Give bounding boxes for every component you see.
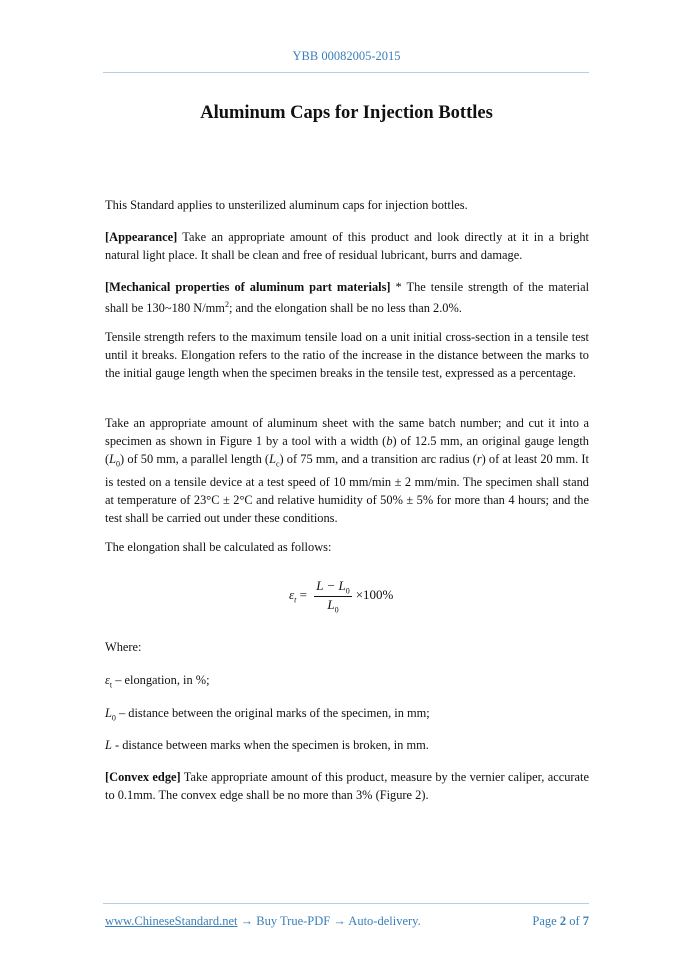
text: ) of 75 mm, and a transition arc radius ( bbox=[279, 452, 477, 466]
text: Take an appropriate amount of this product and look directly at it in a bright natural light place. It shall be clean and free of residual lubricant, burrs and damage. bbox=[105, 230, 589, 262]
mechanical-paragraph bbox=[105, 278, 589, 317]
document-title: Aluminum Caps for Injection Bottles bbox=[200, 103, 493, 123]
multiplier: ×100% bbox=[355, 587, 394, 603]
footer bbox=[105, 914, 589, 929]
current-page: 2 bbox=[559, 914, 567, 928]
where-item-elongation bbox=[105, 671, 589, 694]
where-label bbox=[105, 638, 589, 656]
website-link[interactable]: www.ChineseStandard.net bbox=[105, 914, 238, 928]
text: ; and the elongation shall be no less than 2.0%. bbox=[228, 301, 462, 316]
total-pages: 7 bbox=[582, 914, 589, 928]
footer-rule bbox=[103, 903, 589, 904]
subscript: 0 bbox=[111, 713, 116, 723]
equals: = bbox=[296, 587, 311, 603]
denominator: L bbox=[327, 596, 335, 612]
page-label: Page bbox=[532, 914, 560, 928]
subscript: c bbox=[275, 459, 280, 469]
text: ) of 50 mm, a parallel length ( bbox=[120, 452, 270, 466]
text: * The tensile strength of the material shall be 130~180 N/mm bbox=[105, 280, 590, 316]
of-label: of bbox=[566, 914, 583, 928]
text: The elongation shall be calculated as follows: bbox=[105, 540, 332, 554]
symbol: b bbox=[386, 434, 393, 448]
convex-edge-paragraph bbox=[105, 768, 589, 804]
text: ) of at least 20 mm. It is tested on a tensile device at a test speed of 10 mm/min ± 2 mm/min. The specimen shall stand at temperature of 23°C ± 2°C and relative humidity of 50% ± 5% for more than 4 hours; and the test shall be carried out under these conditions. bbox=[105, 452, 589, 526]
text: – distance between the original marks of the specimen, in mm; bbox=[115, 706, 430, 720]
subscript: t bbox=[109, 680, 113, 690]
text: This Standard applies to unsterilized aluminum caps for injection bottles. bbox=[105, 198, 468, 212]
text: – elongation, in %; bbox=[112, 673, 210, 687]
elongation-formula bbox=[289, 578, 393, 614]
symbol: L bbox=[105, 738, 112, 752]
text: Where: bbox=[105, 640, 142, 654]
symbol: L bbox=[269, 452, 276, 466]
standard-code-header: YBB 00082005-2015 bbox=[292, 49, 401, 63]
text: Take an appropriate amount of aluminum sheet with the same batch number; and cut it into a specimen as shown in Figure 1 by a tool with a width ( bbox=[105, 416, 589, 448]
symbol: L bbox=[105, 706, 112, 720]
fraction bbox=[314, 578, 352, 614]
symbol: ε bbox=[289, 587, 295, 603]
numerator: L − L bbox=[316, 578, 346, 593]
symbol: L bbox=[109, 452, 117, 466]
text: - distance between marks when the specimen is broken, in mm. bbox=[111, 738, 429, 752]
where-item-broken-marks bbox=[105, 736, 589, 754]
definition-paragraph bbox=[105, 328, 589, 382]
page-indicator bbox=[532, 914, 589, 929]
subscript: 0 bbox=[334, 605, 339, 615]
text: Tensile strength refers to the maximum tensile load on a unit initial cross-section in a tensile test until it breaks. Elongation refers to the ratio of the increase in the distance between the marks to the initial gauge length when the specimen breaks in the tensile test, expressed as a percentage. bbox=[105, 330, 589, 380]
where-item-original-marks bbox=[105, 704, 589, 727]
calculation-intro bbox=[105, 538, 589, 556]
text: Take appropriate amount of this product, measure by the vernier caliper, accurate to 0.1mm. The convex edge shall be no more than 3% (Figure 2). bbox=[105, 770, 589, 802]
superscript: 2 bbox=[224, 300, 229, 309]
footer-text: → Buy True-PDF → Auto-delivery. bbox=[237, 914, 421, 928]
section-heading: [Appearance] bbox=[105, 230, 178, 244]
section-heading: [Convex edge] bbox=[105, 770, 181, 784]
specimen-paragraph bbox=[105, 414, 589, 527]
header-rule bbox=[103, 72, 589, 73]
scope-paragraph bbox=[105, 196, 589, 214]
symbol: r bbox=[476, 452, 482, 466]
text: ) of 12.5 mm, an original gauge length ( bbox=[105, 434, 589, 466]
subscript: 0 bbox=[345, 586, 350, 596]
symbol: ε bbox=[105, 673, 110, 687]
appearance-paragraph bbox=[105, 228, 589, 264]
section-heading: [Mechanical properties of aluminum part materials] bbox=[105, 280, 391, 294]
subscript: 0 bbox=[116, 459, 121, 469]
subscript: t bbox=[294, 595, 297, 605]
